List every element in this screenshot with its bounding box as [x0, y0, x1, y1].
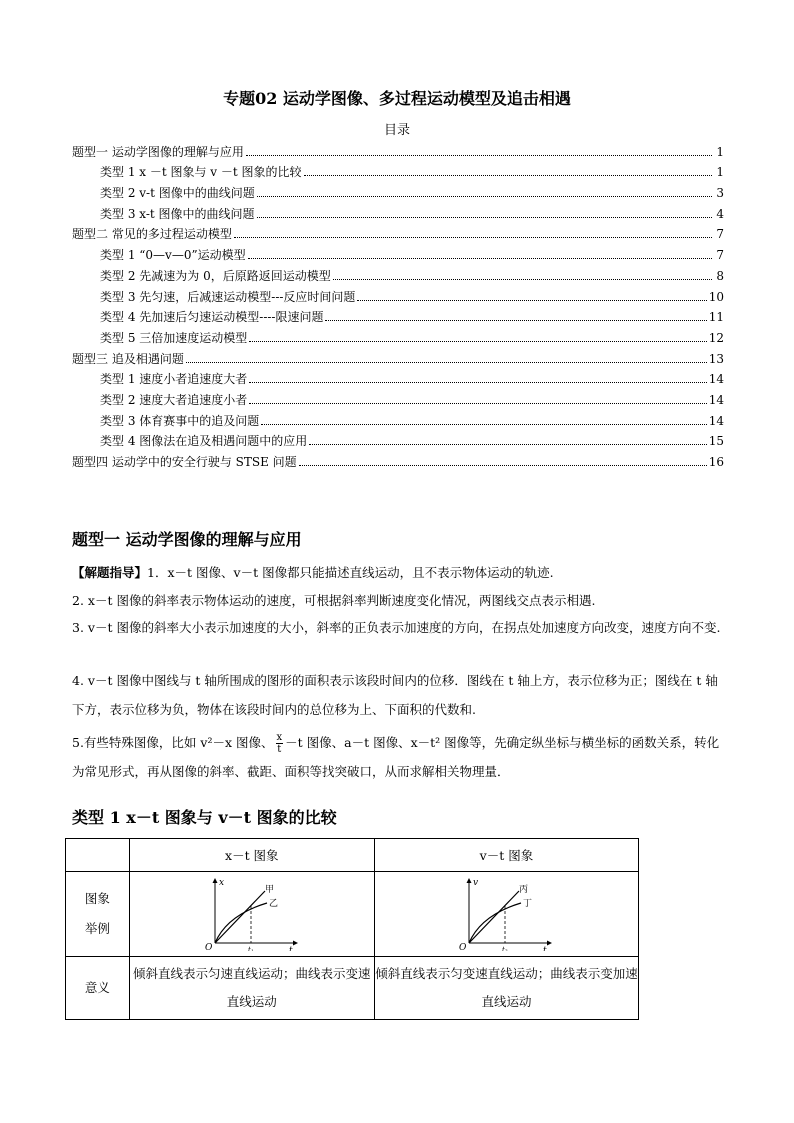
toc-leader: [249, 340, 706, 342]
vt-graph: [451, 875, 561, 951]
header-cell-empty: [66, 839, 130, 872]
toc-entry-page: 7: [716, 227, 724, 242]
curve-ding: [469, 903, 521, 943]
toc-leader: [249, 381, 706, 383]
curve-yi: [215, 903, 267, 943]
tick-t2: t₂: [502, 945, 509, 951]
toc-entry-label: 类型 5 三倍加速度运动模型: [100, 330, 248, 345]
x-axis-label: x: [218, 877, 224, 888]
toc-entry[interactable]: [72, 306, 724, 327]
v-axis-label: v: [473, 877, 479, 888]
subsection-heading: 类型 1 x－t 图象与 v－t 图象的比较: [72, 808, 337, 827]
header-cell-xt: x－t 图象: [129, 839, 374, 872]
row-label-example: [66, 872, 130, 957]
guide-paragraph-1: [72, 558, 724, 587]
toc-leader: [246, 154, 712, 156]
guide-text-5a: 5.有些特殊图像，比如 v²－x 图像、: [72, 735, 274, 750]
toc-entry[interactable]: [72, 388, 724, 409]
tick-t1: t₁: [247, 945, 254, 951]
toc-entry-label: 类型 3 体育赛事中的追及问题: [100, 413, 260, 428]
t-axis-label: t: [543, 945, 548, 951]
guide-paragraph-3: 3. v－t 图像的斜率大小表示加速度的大小，斜率的正负表示加速度的方向，在拐点处加速度方向改变，速度方向不变.: [72, 620, 721, 635]
table-header-row: [66, 839, 639, 872]
guide-paragraph-5: [72, 728, 724, 786]
toc-heading: 目录: [383, 123, 410, 138]
line-jia: [215, 891, 265, 943]
toc-leader: [234, 236, 712, 238]
toc-entry[interactable]: [72, 223, 724, 244]
xt-graph: [197, 875, 307, 951]
toc-entry-page: 1: [716, 144, 724, 159]
toc-entry-page: 16: [708, 455, 724, 469]
toc-entry-page: 12: [708, 330, 724, 345]
document-title: 专题02 运动学图像、多过程运动模型及追击相遇: [223, 89, 571, 108]
t-axis-arrow: [547, 940, 552, 945]
toc-entry-page: 3: [716, 186, 724, 201]
toc-leader: [299, 464, 707, 466]
origin-label: O: [459, 942, 467, 951]
toc-entry-label: 题型二 常见的多过程运动模型: [72, 227, 232, 242]
toc-entry[interactable]: [72, 264, 724, 285]
toc-entry-page: 15: [708, 434, 724, 449]
toc-entry[interactable]: [72, 368, 724, 389]
fraction-numerator: x: [276, 732, 283, 743]
toc-entry-page: 14: [708, 372, 724, 387]
toc-entry-label: 类型 3 x-t 图像中的曲线问题: [100, 206, 255, 221]
guide-text-5b: －t 图像、a－t 图像、x－t² 图像等，先确定纵坐标与横坐标的函数关系，转化为常见形式，再从图像的斜率、截距、面积等找突破口，从而求解相关物理量．: [72, 735, 720, 779]
toc-leader: [186, 361, 707, 363]
toc-entry-page: 7: [716, 248, 724, 263]
vt-graph-cell: [374, 872, 638, 957]
toc-entry-page: 13: [708, 351, 724, 366]
toc-entry-page: 14: [708, 392, 724, 407]
toc-leader: [248, 257, 712, 259]
t-axis-arrow: [293, 940, 298, 945]
toc-entry-label: 类型 2 先减速为为 0，后原路返回运动模型: [100, 268, 331, 283]
t-axis-label: t: [288, 945, 293, 951]
v-axis-arrow: [467, 878, 472, 883]
toc-leader: [333, 278, 712, 280]
toc-entry-label: 类型 4 图像法在追及相遇问题中的应用: [100, 434, 308, 449]
toc-leader: [257, 216, 712, 218]
table-row-example: [66, 872, 639, 957]
toc-entry-label: 类型 3 先匀速，后减速运动模型---反应时间问题: [100, 289, 356, 304]
toc-entry[interactable]: [72, 347, 724, 368]
toc-entry[interactable]: [72, 161, 724, 182]
toc-leader: [325, 319, 706, 321]
toc-entry[interactable]: [72, 140, 724, 161]
toc-entry-page: 8: [716, 268, 724, 283]
toc-entry[interactable]: [72, 409, 724, 430]
toc-entry-label: 类型 1 x －t 图象与 v －t 图象的比较: [100, 165, 302, 180]
toc-leader: [309, 443, 706, 445]
origin-label: O: [204, 942, 213, 951]
toc-entry[interactable]: [72, 243, 724, 264]
toc-entry-page: 4: [716, 206, 724, 221]
toc-entry-label: 类型 2 速度大者追速度小者: [100, 392, 248, 407]
toc-leader: [249, 402, 706, 404]
label-jia: 甲: [264, 884, 274, 895]
label-yi: 乙: [268, 898, 278, 909]
xt-graph-cell: [129, 872, 374, 957]
toc-entry-label: 题型三 追及相遇问题: [72, 351, 184, 366]
toc-entry-label: 类型 1 速度小者追速度大者: [100, 372, 248, 387]
toc-leader: [357, 299, 706, 301]
fraction-x-over-t: [276, 732, 284, 755]
toc-entry[interactable]: [72, 202, 724, 223]
toc-entry-page: 1: [716, 165, 724, 180]
fraction-denominator: t: [277, 744, 282, 755]
toc-entry-label: 题型四 运动学中的安全行驶与 STSE 问题: [72, 455, 297, 469]
guide-label: 【解题指导】: [72, 565, 148, 580]
row-label-line-2: 举例: [84, 921, 110, 936]
line-bing: [469, 891, 519, 943]
comparison-table: [65, 838, 639, 1020]
table-of-contents: [72, 140, 724, 471]
toc-entry-page: 14: [708, 413, 724, 428]
guide-paragraph-2: 2. x－t 图像的斜率表示物体运动的速度，可根据斜率判断速度变化情况，两图线交点表示相遇.: [72, 593, 596, 608]
toc-entry-page: 11: [708, 310, 724, 325]
toc-entry-label: 类型 1 “0—v—0”运动模型: [100, 248, 246, 263]
x-axis-arrow: [212, 878, 217, 883]
label-bing: 丙: [519, 884, 529, 895]
toc-entry-label: 类型 2 v-t 图像中的曲线问题: [100, 186, 255, 201]
toc-entry[interactable]: [72, 430, 724, 451]
toc-leader: [304, 174, 712, 176]
header-cell-vt: v－t 图象: [374, 839, 638, 872]
toc-entry[interactable]: [72, 450, 724, 471]
row-label-meaning: 意义: [66, 957, 130, 1020]
table-row-meaning: [66, 957, 639, 1020]
toc-entry[interactable]: [72, 285, 724, 306]
toc-entry[interactable]: [72, 181, 724, 202]
toc-entry-label: 题型一 运动学图像的理解与应用: [72, 144, 244, 159]
section-heading: 题型一 运动学图像的理解与应用: [72, 530, 302, 549]
meaning-vt: 倾斜直线表示匀变速直线运动；曲线表示变加速直线运动: [374, 957, 638, 1020]
guide-text-1: 1．x－t 图像、v－t 图像都只能描述直线运动，且不表示物体运动的轨迹.: [147, 565, 554, 580]
toc-entry-page: 10: [708, 289, 724, 304]
toc-entry-label: 类型 4 先加速后匀速运动模型----限速问题: [100, 310, 324, 325]
toc-leader: [257, 195, 712, 197]
meaning-xt: 倾斜直线表示匀速直线运动；曲线表示变速直线运动: [129, 957, 374, 1020]
toc-entry[interactable]: [72, 326, 724, 347]
toc-leader: [261, 423, 706, 425]
row-label-line-1: 图象: [84, 891, 110, 906]
label-ding: 丁: [523, 898, 533, 909]
guide-paragraph-4: 4. v－t 图像中图线与 t 轴所围成的图形的面积表示该段时间内的位移．图线在 t 轴上方，表示位移为正；图线在 t 轴下方，表示位移为负，物体在该段时间内的总位移为上、下面积的代数和.: [72, 673, 718, 717]
